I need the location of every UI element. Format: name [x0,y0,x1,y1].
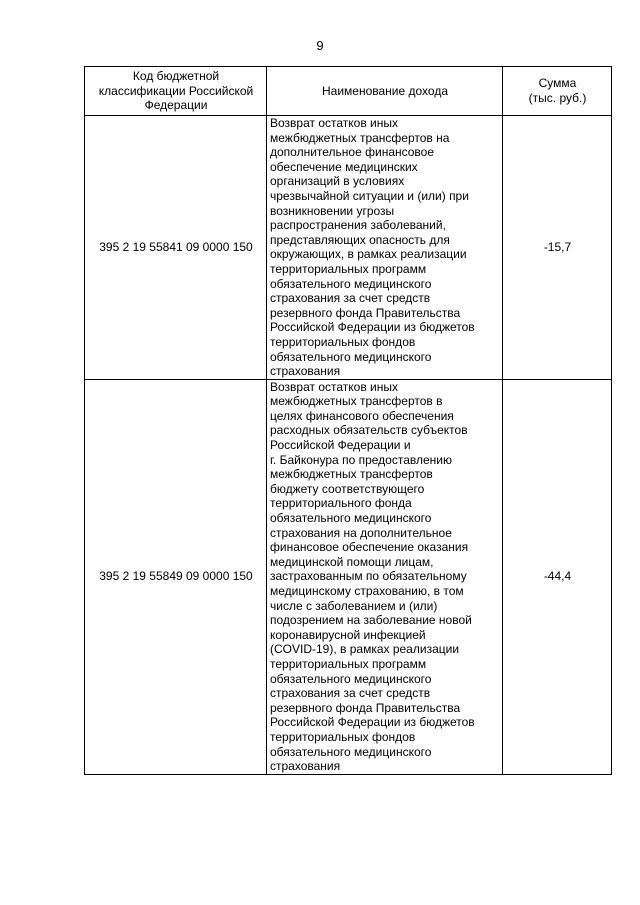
row-name-line: организаций в условиях [270,174,405,189]
row-name-line: окружающих, в рамках реализации [270,247,467,262]
row-code: 395 2 19 55841 09 0000 150 [85,116,267,380]
row-name-line: страхования [270,364,341,379]
row-name-line: межбюджетных трансфертов [270,467,433,482]
row-name-line: территориальных программ [270,261,427,276]
table-row [85,379,612,774]
table-header-row [85,67,612,116]
table-row [85,116,612,380]
row-name-line: Возврат остатков иных [270,379,398,394]
row-name-line: числе с заболеванием и (или) [270,598,438,613]
row-name-line: резервного фонда Правительства [270,305,461,320]
row-name [267,379,503,774]
row-name-line: обеспечение медицинских [270,159,418,174]
row-name-line: территориальных фондов [270,334,416,349]
row-code: 395 2 19 55849 09 0000 150 [85,379,267,774]
row-name-line: Российской Федерации и [270,438,411,453]
row-name-line: представляющих опасность для [270,232,450,247]
header-name: Наименование дохода [267,67,503,116]
row-name-line: обязательного медицинского [270,671,432,686]
row-name-line: территориальных фондов [270,729,416,744]
row-name-line: целях финансового обеспечения [270,408,454,423]
row-name-line: территориальных программ [270,656,427,671]
row-name-line: страхования за счет средств [270,291,431,306]
row-name-line: обязательного медицинского [270,511,432,526]
row-name-line: дополнительное финансовое [270,145,435,160]
row-name-line: чрезвычайной ситуации и (или) при [270,188,469,203]
row-name [267,116,503,380]
row-name-line: застрахованным по обязательному [270,569,467,584]
row-name-line: обязательного медицинского [270,276,432,291]
row-name-line: территориального фонда [270,496,412,511]
row-name-line: возникновении угрозы [270,203,395,218]
row-name-line: г. Байконура по предоставлению [270,452,452,467]
row-name-line: Российской Федерации из бюджетов [270,715,475,730]
row-name-line: бюджету соответствующего [270,481,425,496]
header-code: Код бюджетной классификации Российской Федерации [85,67,267,116]
row-name-line: медицинской помощи лицам, [270,554,434,569]
row-sum: -44,4 [503,379,612,774]
row-name-line: обязательного медицинского [270,744,432,759]
row-name-line: обязательного медицинского [270,349,432,364]
row-name-line: страхования [270,759,341,774]
row-name-line: (COVID-19), в рамках реализации [270,642,460,657]
row-name-line: подозрением на заболевание новой [270,613,472,628]
row-name-line: межбюджетных трансфертов на [270,130,450,145]
page-number: 9 [316,38,324,53]
row-name-line: Российской Федерации из бюджетов [270,320,475,335]
row-sum: -15,7 [503,116,612,380]
row-name-line: расходных обязательств субъектов [270,423,468,438]
income-table [84,66,612,775]
row-name-line: межбюджетных трансфертов в [270,394,443,409]
header-sum: Сумма (тыс. руб.) [503,67,612,116]
row-name-line: страхования за счет средств [270,686,431,701]
row-name-line: медицинскому страхованию, в том [270,584,464,598]
row-name-line: Возврат остатков иных [270,116,398,130]
row-name-line: коронавирусной инфекцией [270,627,426,642]
row-name-line: страхования на дополнительное [270,525,452,540]
row-name-line: финансовое обеспечение оказания [270,540,469,555]
row-name-line: распространения заболеваний, [270,218,446,233]
row-name-line: резервного фонда Правительства [270,700,461,715]
